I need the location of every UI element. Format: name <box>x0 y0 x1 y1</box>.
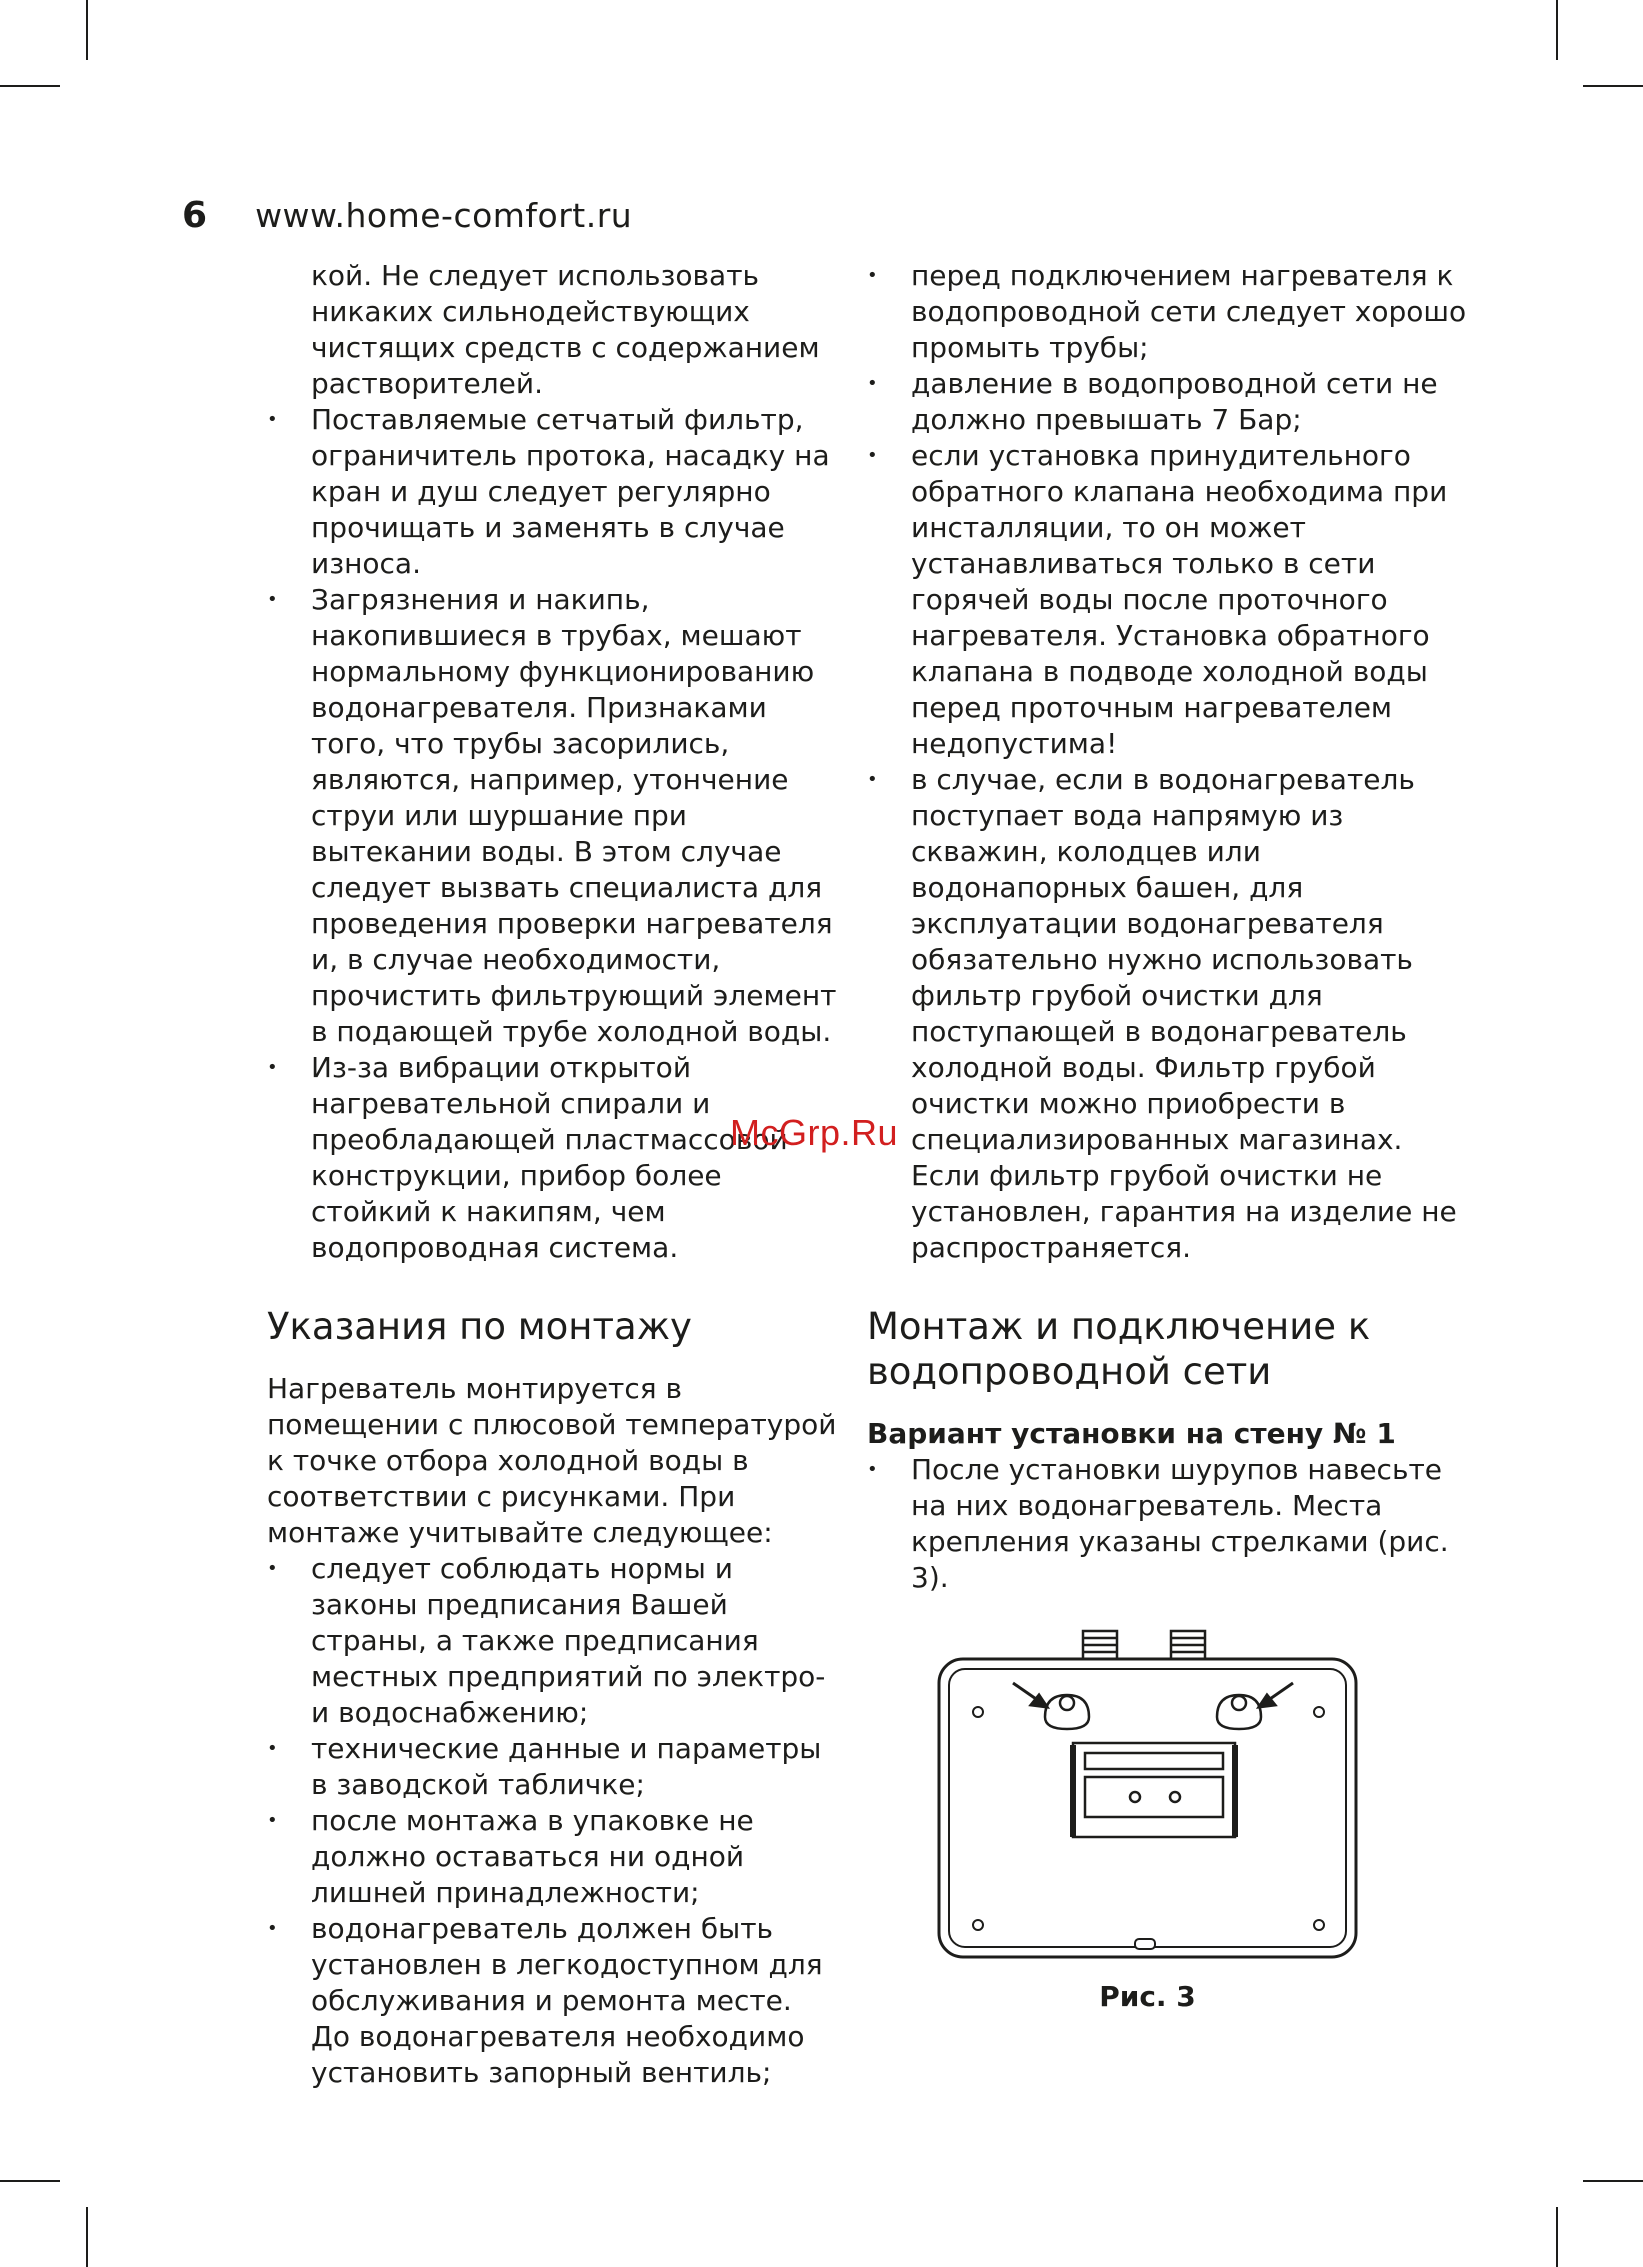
crop-mark <box>86 2207 88 2267</box>
heater-mounting-diagram <box>935 1625 1360 1970</box>
crop-mark <box>1556 2207 1558 2267</box>
crop-mark <box>1583 85 1643 87</box>
list-item: • после монтажа в упаковке не должно оставаться ни одной лишней принадлежности; <box>267 1803 837 1911</box>
list-item: • Поставляемые сетчатый фильтр, ограничитель протока, насадку на кран и душ следует регулярно прочищать и заменять в случае износа. <box>267 402 837 582</box>
left-column <box>267 258 837 2091</box>
subheading-variant: Вариант установки на стену № 1 <box>867 1417 1396 1450</box>
list-item: • если установка принудительного обратного клапана необходима при инсталляции, то он может устанавливаться только в сети горячей воды после проточного нагревателя. Установка обратного клапана в подводе холодной воды перед проточным нагревателем недопустима! <box>867 438 1467 762</box>
crop-mark <box>1583 2180 1643 2182</box>
list-item: • технические данные и параметры в заводской табличке; <box>267 1731 837 1803</box>
right-column <box>867 258 1467 1596</box>
list-item: • в случае, если в водонагреватель поступает вода напрямую из скважин, колодцев или водонапорных башен, для эксплуатации водонагревателя обязательно нужно использовать фильтр грубой очистки для поступающей в водонагреватель холодной воды. Фильтр грубой очистки можно приобрести в специализированных магазинах. <box>867 762 1467 1158</box>
figure-caption: Рис. 3 <box>1099 1980 1196 2013</box>
page-number: 6 <box>182 194 208 236</box>
section-title-mounting: Монтаж и подключение к водопроводной сети <box>867 1305 1371 1393</box>
crop-mark <box>86 0 88 60</box>
section-title-installation: Указания по монтажу <box>267 1305 692 1348</box>
list-item: • После установки шурупов навесьте на них водонагреватель. Места крепления указаны стрелками (рис. 3). <box>867 1452 1467 1596</box>
watermark: McGrp.Ru <box>730 1112 899 1153</box>
list-item: • давление в водопроводной сети не должно превышать 7 Бар; <box>867 366 1467 438</box>
list-item: • Загрязнения и накипь, накопившиеся в трубах, мешают нормальному функционированию водонагревателя. Признаками того, что трубы засорились, являются, например, утончение струи или шуршание при вытекании воды. В этом случае следует вызвать специалиста для проведения проверки нагревателя и, в случае необходимости, прочистить фильтрующий элемент в подающей трубе холодной воды. <box>267 582 837 1050</box>
page-header <box>182 190 632 240</box>
list-item: • Из-за вибрации открытой нагревательной спирали и преобладающей пластмассовой конструкции, прибор более стойкий к накипям, чем водопроводная система. <box>267 1050 837 1266</box>
figure-3 <box>935 1625 1360 2013</box>
warranty-note: Если фильтр грубой очистки не установлен, гарантия на изделие не распространяется. <box>911 1159 1457 1264</box>
installation-list <box>267 1551 837 2091</box>
installation-intro: Нагреватель монтируется в помещении с плюсовой температурой к точке отбора холодной воды в соответствии с рисунками. При монтаже учитывайте следующее: <box>267 1372 837 1549</box>
continued-text: кой. Не следует использовать никаких сильнодействующих чистящих средств с содержанием растворителей. <box>311 259 820 400</box>
mounting-list <box>867 1452 1467 1596</box>
connection-list <box>867 258 1467 1158</box>
drain-slot <box>1135 1939 1155 1949</box>
list-item: • перед подключением нагревателя к водопроводной сети следует хорошо промыть трубы; <box>867 258 1467 366</box>
list-item: • следует соблюдать нормы и законы предписания Вашей страны, а также предписания местных предприятий по электро- и водоснабжению; <box>267 1551 837 1731</box>
pipe-connector <box>1083 1631 1205 1659</box>
crop-mark <box>1556 0 1558 60</box>
crop-mark <box>0 85 60 87</box>
website-url: www.home-comfort.ru <box>255 195 633 235</box>
list-item: • водонагреватель должен быть установлен в легкодоступном для обслуживания и ремонта месте. До водонагревателя необходимо установить запорный вентиль; <box>267 1911 837 2091</box>
terminal-block <box>1073 1743 1235 1837</box>
crop-mark <box>0 2180 60 2182</box>
